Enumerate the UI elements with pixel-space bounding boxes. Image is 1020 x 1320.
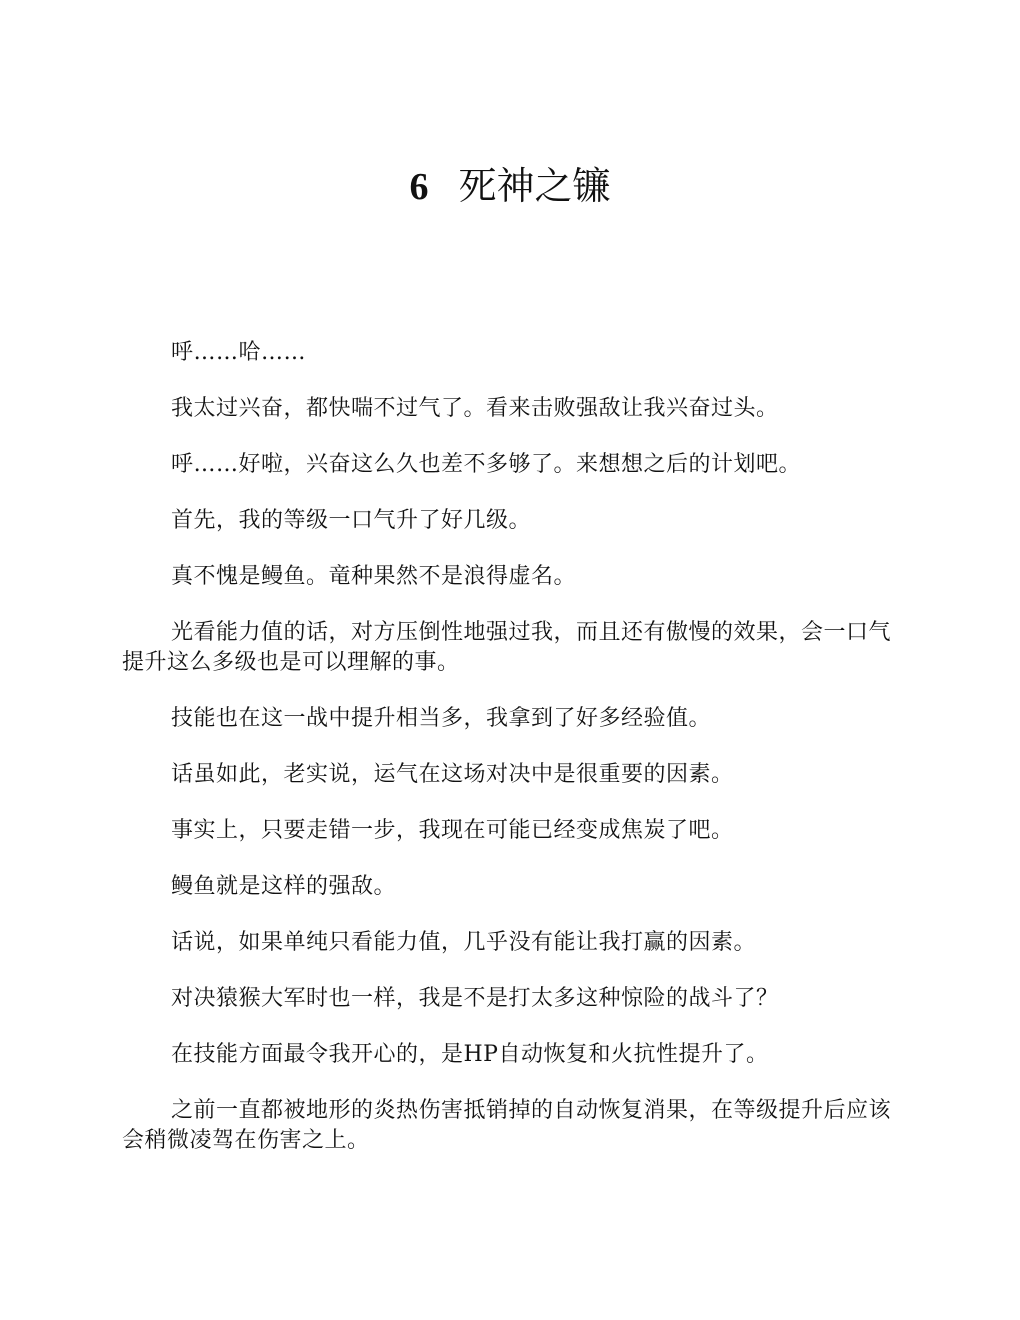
paragraph: 之前一直都被地形的炎热伤害抵销掉的自动恢复消果，在等级提升后应该会稍微凌驾在伤害之上。 [122, 1098, 892, 1153]
chapter-number: 6 [409, 166, 429, 208]
paragraph: 对决猿猴大军时也一样，我是不是打太多这种惊险的战斗了？ [171, 986, 779, 1011]
paragraph: 真不愧是鳗鱼。竜种果然不是浪得虚名。 [171, 564, 577, 589]
chapter-title: 死神之镰 [458, 164, 611, 208]
paragraph: 话说，如果单纯只看能力值，几乎没有能让我打赢的因素。 [171, 930, 757, 955]
paragraph: 鳗鱼就是这样的强敌。 [171, 874, 397, 899]
paragraph: 呼……哈…… [171, 340, 307, 365]
paragraph: 事实上，只要走错一步，我现在可能已经变成焦炭了吧。 [171, 818, 734, 843]
paragraph: 我太过兴奋，都快喘不过气了。看来击败强敌让我兴奋过头。 [171, 396, 779, 421]
paragraph: 话虽如此，老实说，运气在这场对决中是很重要的因素。 [171, 762, 734, 787]
paragraph: 技能也在这一战中提升相当多，我拿到了好多经验值。 [171, 706, 712, 731]
chapter-body [122, 338, 898, 1182]
paragraph: 首先，我的等级一口气升了好几级。 [171, 508, 532, 533]
paragraph: 光看能力值的话，对方压倒性地强过我，而且还有傲慢的效果，会一口气提升这么多级也是可以理解的事。 [122, 620, 892, 675]
chapter-heading [0, 160, 1020, 213]
paragraph: 呼……好啦，兴奋这么久也差不多够了。来想想之后的计划吧。 [171, 452, 802, 477]
paragraph: 在技能方面最令我开心的，是HP自动恢复和火抗性提升了。 [171, 1042, 769, 1067]
